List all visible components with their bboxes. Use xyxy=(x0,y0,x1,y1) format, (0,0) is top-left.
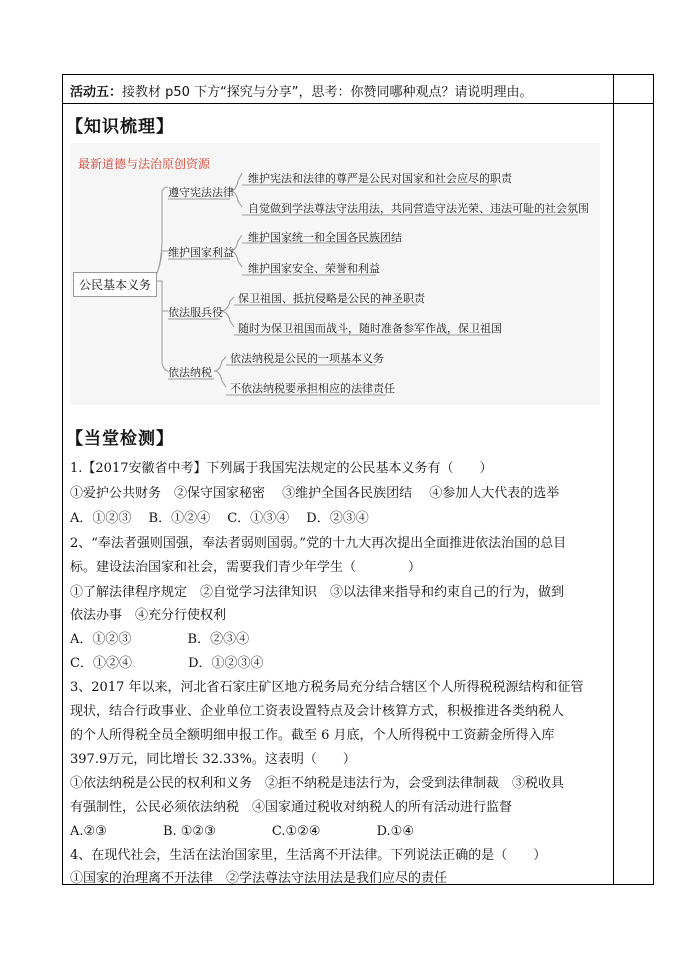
activity-label: 活动五： xyxy=(70,85,123,100)
question-line: A．①②③ B．①②④ C．①③④ D．②③④ xyxy=(70,511,369,526)
question-line: 4、在现代社会，生活在法治国家里，生活离不开法律。下列说法正确的是（ ） xyxy=(70,848,547,863)
question-line: A．①②③ B．②③④ xyxy=(70,632,250,647)
leaf-text: 维护宪法和法律的尊严是公民对国家和社会应尽的职责 xyxy=(248,172,512,185)
question-line: A.②③ B. ①②③ C.①②④ D.①④ xyxy=(70,824,414,839)
watermark-text: 最新道德与法治原创资源 xyxy=(78,157,211,171)
question-line: ①依法纳税是公民的权利和义务 ②拒不纳税是违法行为，会受到法律制裁 ③税收具 xyxy=(70,776,565,791)
leaf-text: 维护国家统一和全国各民族团结 xyxy=(248,231,402,244)
question-line: 3、2017 年以来，河北省石家庄矿区地方税务局充分结合辖区个人所得税税源结构和征管 xyxy=(70,680,584,695)
column-divider xyxy=(613,75,614,885)
question-line: 现状，结合行政事业、企业单位工资表设置特点及会计核算方式，积极推进各类纳税人 xyxy=(70,704,565,719)
leaf-text: 保卫祖国、抵抗侵略是公民的神圣职责 xyxy=(238,292,425,305)
knowledge-heading: 【知识梳理】 xyxy=(66,117,174,137)
question-line: ①国家的治理离不开法律 ②学法尊法守法用法是我们应尽的责任 xyxy=(70,871,448,886)
activity-five xyxy=(70,81,533,100)
question-line: 的个人所得税全员全额明细申报工作。截至 6 月底，个人所得税中工资薪金所得入库 xyxy=(70,728,555,743)
row-divider xyxy=(63,103,653,104)
branch-label: 依法纳税 xyxy=(168,366,212,379)
leaf-text: 不依法纳税要承担相应的法律责任 xyxy=(230,382,395,395)
question-line: 1.【2017安徽省中考】下列属于我国宪法规定的公民基本义务有（ ） xyxy=(70,461,493,476)
leaf-text: 依法纳税是公民的一项基本义务 xyxy=(230,352,384,365)
question-line: 有强制性，公民必须依法纳税 ④国家通过税收对纳税人的所有活动进行监督 xyxy=(70,800,513,815)
connector-root xyxy=(148,187,168,281)
mind-map xyxy=(70,143,600,405)
question-line: 标。建设法治国家和社会，需要我们青少年学生（ ） xyxy=(70,560,422,575)
connector-b3-lines xyxy=(214,357,226,387)
activity-text: 接教材 p50 下方“探究与分享”，思考：你赞同哪种观点？请说明理由。 xyxy=(122,85,533,100)
branch-label: 遵守宪法法律 xyxy=(168,186,234,199)
branch-label: 维护国家利益 xyxy=(168,246,234,259)
question-line: 397.9万元，同比增长 32.33%。这表明（ ） xyxy=(70,752,356,767)
question-line: ①了解法律程序规定 ②自觉学习法律知识 ③以法律来指导和约束自己的行为，做到 xyxy=(70,585,565,600)
leaf-text: 维护国家安全、荣誉和利益 xyxy=(248,262,380,275)
question-line: C．①②④ D．①②③④ xyxy=(70,656,264,671)
leaf-text: 自觉做到学法尊法守法用法，共同营造守法光荣、违法可耻的社会氛围 xyxy=(248,202,589,215)
leaf-text: 随时为保卫祖国而战斗，随时准备参军作战，保卫祖国 xyxy=(238,322,502,335)
question-line: ①爱护公共财务 ②保守国家秘密 ③维护全国各民族团结 ④参加人大代表的选举 xyxy=(70,486,560,501)
test-heading: 【当堂检测】 xyxy=(66,429,174,449)
question-line: 2、“奉法者强则国强，奉法者弱则国弱。”党的十九大再次提出全面推进依法治国的总目 xyxy=(70,536,567,551)
branch-label: 依法服兵役 xyxy=(168,306,223,319)
question-line: 依法办事 ④充分行使权利 xyxy=(70,608,227,623)
mind-map-root: 公民基本义务 xyxy=(73,272,157,297)
